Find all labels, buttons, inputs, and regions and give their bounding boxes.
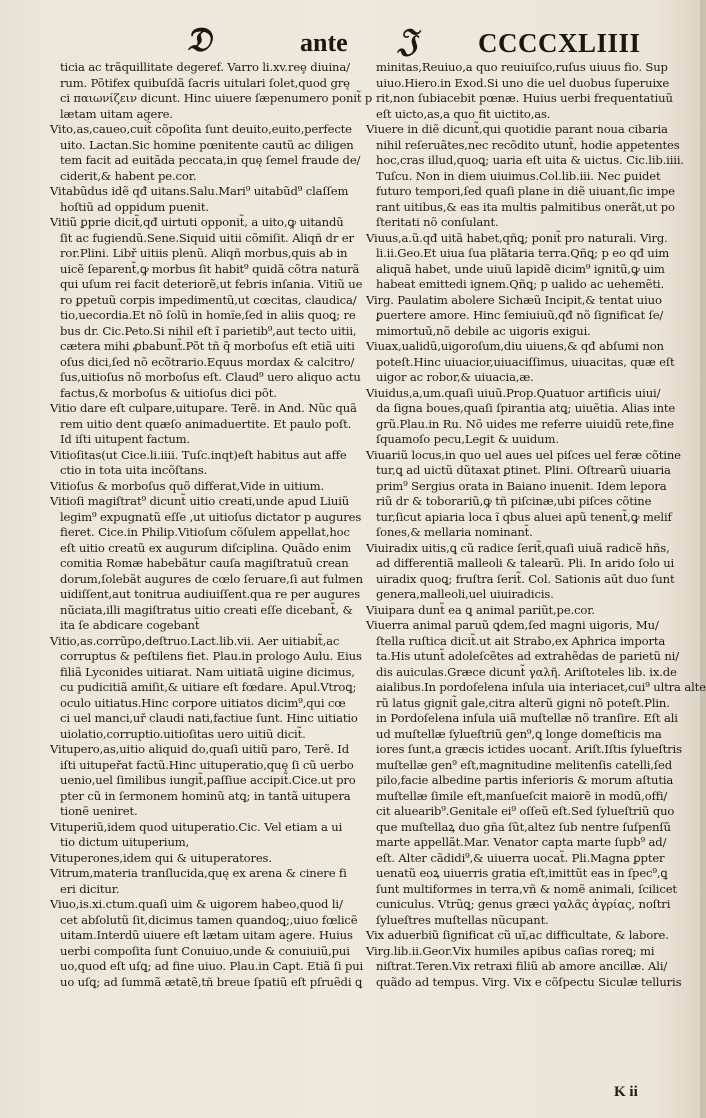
text-line: ita ſe abdicare cogebant̃ bbox=[60, 618, 200, 632]
text-line: li.ii.Geo.Et uiua ſua plãtaria terra.Qñꝗ; p eo qđ uim bbox=[376, 246, 670, 260]
text-line: Vitioſus & morboſus quõ differat,Vide in uitium. bbox=[50, 478, 325, 493]
text-line: ticia ac trãquillitate degeref. Varro li.xv.reȩ diuina/ bbox=[60, 60, 350, 74]
text-line: ſit ac fugiendũ.Sene.Siquid uitii cõmiſit. Aliqñ dr er bbox=[60, 230, 354, 245]
text-line: Vito,as,caueo,cuit̃ cõpoſita ſunt deuito,euito,perfecte bbox=[50, 122, 352, 136]
header-title: ante bbox=[300, 28, 348, 57]
text-line: Vitio dare eſt culpare,uitupare. Terẽ. in And. Nũc quã bbox=[50, 401, 357, 415]
text-line: ſunt multiformes in terra,vñ & nomẽ animali, ſcilicet bbox=[376, 881, 677, 896]
text-line: Virg. Paulatim abolere Sichæũ Incipit,& tentat uiuo bbox=[366, 292, 662, 307]
text-line: muſtellæ gen⁹ eſt,magnitudine melitenſis catelli,ſed bbox=[376, 757, 673, 772]
left-column bbox=[50, 60, 373, 990]
text-line: ſtella ruſtica dicit̃.ut ait Strabo,ex Aphrica importa bbox=[376, 633, 666, 648]
text-line: cit aluearib⁹.Genitale ei⁹ oſſeũ eſt.Sed ſylueſtriũ quo bbox=[376, 804, 675, 818]
text-line: uicẽ ſeparent̃,ꝙ morbus ſit habit⁹ quidã cõtra naturã bbox=[60, 261, 360, 276]
text-line: uiuo.Hiero.in Exod.Si uno die uel duobus ſuperuixe bbox=[376, 75, 670, 90]
text-line: Vitupero,as,uitio aliquid do,quaſi uitiũ paro, Terẽ. Id bbox=[50, 742, 349, 756]
text-line: aialibus.In pordoſelena inſula uia interiacet,cui⁹ ultra alte bbox=[376, 680, 706, 694]
text-line: eſt uicto,as,a quo fit uictito,as. bbox=[376, 106, 551, 121]
text-line: tur,ꝗ ad uictũ dũtaxat ꝑtinet. Plini. Oſtrearũ uiuaria bbox=[376, 463, 671, 477]
text-line: oſus dici,ſed nõ ecõtrario.Equus mordax & calcitro/ bbox=[60, 354, 355, 369]
text-line: uitam.Interdũ uiuere eſt lætam uitam agere. Huius bbox=[60, 928, 353, 942]
text-line: fieret. Cice.in Philip.Vitioſum cõſulem appellat,hoc bbox=[60, 525, 350, 539]
text-line: ta.His utunt̃ adoleſcẽtes ad extrahẽdas de parietũ ni/ bbox=[376, 649, 679, 663]
text-line: Viuerra animal paruũ ꝗdem,ſed magni uigoris, Mu/ bbox=[366, 618, 659, 632]
text-line: pilo,facie albedine partis inferioris & morum aſtutia bbox=[376, 773, 674, 787]
text-line: futuro tempori,ſed quaſi plane in diẽ uiuant,ſic impe bbox=[376, 184, 675, 198]
text-line: Vituperones,idem qui & uituperatores. bbox=[50, 850, 272, 865]
text-line: in Pordoſelena inſula uiã muſtellæ nõ tranſire. Eſt ali bbox=[376, 711, 678, 725]
text-line: uenio,uel ſimilibus iungit̃,paſſiue accipit̃.Cice.ut pro bbox=[60, 773, 356, 787]
text-line: Viuus,a.ũ.qđ uitã habet,qñꝗ; ponit̃ pro naturali. Virg. bbox=[366, 230, 668, 245]
text-line: legim⁹ expugnatũ eſſe ,ut uitioſus dictator p augures bbox=[60, 509, 362, 524]
right-column bbox=[366, 60, 706, 990]
text-line: mimortuũ,nõ debile ac uigoris exigui. bbox=[376, 323, 591, 338]
text-line: iores ſunt,a græcis ictides uocant̃. Ariſt.Iſtis ſylueſtris bbox=[376, 742, 682, 756]
text-line: marte appellãt.Mar. Venator capta marte ſupb⁹ ad/ bbox=[376, 835, 667, 849]
text-line: ro ꝑpetuũ corpis impedimentũ,ut cœcitas, claudica/ bbox=[60, 292, 357, 307]
text-line: uo,quod eſt uſꝗ; ad fine uiuo. Plau.in Capt. Etiã ſi pui bbox=[60, 959, 364, 973]
text-line: Vituperiũ,idem quod uituperatio.Cic. Vel etiam a ui bbox=[50, 819, 343, 834]
text-line: Viuo,is.xi.ctum.quaſi uim & uigorem habeo,quod li/ bbox=[50, 897, 343, 911]
text-line: tio,uecordia.Et nõ ſolũ in homĩe,ſed in aliis quoꝗ; re bbox=[60, 308, 356, 322]
text-line: nihil reſeruãtes,nec recõdito utunt̃, hodie appetentes bbox=[376, 137, 680, 152]
text-line: rum. Põtifex quibuſdã ſacris uitulari ſolet,quod grę bbox=[60, 75, 350, 90]
text-line: rem uitio dent quæſo animaduertite. Et paulo poſt. bbox=[60, 416, 352, 431]
text-line: uito. Lactan.Sic homine pœnitente cautũ ac diligen bbox=[60, 137, 354, 152]
text-line: grũ.Plau.in Ru. Nõ uides me referre uiuidũ rete,fine bbox=[376, 416, 674, 431]
text-line: que muſtellaꝝ duo gña ſũt,altez ſub nentre ſuſpenſũ bbox=[376, 819, 671, 834]
text-line: Viuiradix uitis,ꝗ cũ radice ſerit̃,quaſi uiuã radicẽ hñs, bbox=[366, 540, 670, 555]
text-line: rant uitibus,& eas ita multis palmitibus onerãt,ut po bbox=[376, 199, 675, 214]
text-line: Vitabũdus idẽ qđ uitans.Salu.Mari⁹ uitabũd⁹ claſſem bbox=[50, 184, 349, 198]
signature-mark: K ii bbox=[614, 1084, 638, 1100]
text-line: minitas,Reuiuo,a quo reuiuiſco,ruſus uiuus fio. Sup bbox=[376, 60, 668, 74]
text-line: riũ dr & toborariũ,ꝙ tñ piſcinæ,ubi piſces cõtine bbox=[376, 494, 652, 508]
text-line: ad differentiã malleoli & talearũ. Pli. In arido ſolo ui bbox=[376, 556, 675, 570]
text-line: genera,malleoli,uel uiuiradicis. bbox=[376, 587, 554, 601]
text-line: Vitiũ ꝑprie dicit̃,qđ uirtuti opponit̃, a uito,ꝙ uitandũ bbox=[50, 215, 344, 229]
text-line: aliquã habet, unde uiuũ lapidẽ dicim⁹ ignitũ,ꝙ uim bbox=[376, 261, 665, 276]
text-line: Vitioſi magiſtrat⁹ dicunt̃ uitio creati,unde apud Liuiũ bbox=[50, 494, 350, 508]
text-line: prim⁹ Sergius orata in Baiano inuenit. Idem lepora bbox=[376, 478, 667, 493]
text-line: Vitioſitas(ut Cice.li.iiii. Tuſc.inqt)eſt habitus aut affe bbox=[50, 447, 347, 462]
text-line: Id iſti uitupent factum. bbox=[60, 432, 191, 446]
text-line: Vix aduerbiũ ſignificat cũ uĩ,ac difficultate, & labore. bbox=[366, 928, 669, 942]
text-line: ꝑuertere amore. Hinc ſemiuiuũ,qđ nõ ſignificat ſe/ bbox=[376, 308, 664, 322]
text-line: tur,ſicut apiaria loca ĩ qbus aluei apũ tenent̃,ꝙ melif bbox=[376, 509, 672, 524]
text-line: ſquamoſo pecu,Legit & uuidum. bbox=[376, 432, 559, 446]
text-line: factus,& morboſus & uitioſus dici põt. bbox=[60, 385, 277, 400]
text-line: eri dicitur. bbox=[60, 881, 120, 896]
text-line: hoc,cras illud,quoꝗ; uaria eſt uita & uictus. Cic.lib.iiii. bbox=[376, 153, 684, 167]
text-line: ci uel manci,uř claudi nati,factiue ſunt. Hinc uitiatio bbox=[60, 711, 358, 725]
text-line: Tuſcu. Non in diem uiuimus.Col.lib.iii. Nec ꝑuidet bbox=[376, 168, 661, 183]
text-line: qui uſum rei facit deteriorẽ,ut febris inſania. Vitiũ ue bbox=[60, 277, 363, 291]
text-line: poteſt.Hinc uiuacior,uiuaciſſimus, uiuacitas, quæ eſt bbox=[376, 354, 675, 369]
text-line: Viuere in diẽ dicunt̃,qui quotidie parant noua cibaria bbox=[366, 122, 668, 136]
text-line: da ſigna boues,quaſi ſpirantia atꝗ; uiuẽtia. Alias inte bbox=[376, 401, 676, 415]
text-line: iſti uitupeřat factũ.Hinc uituperatio,quę ſi cũ uerbo bbox=[60, 757, 354, 772]
text-line: muſtellæ ſimile eſt,manſueſcit maiorẽ in modũ,offi/ bbox=[376, 788, 668, 803]
text-line: niſtrat.Teren.Vix retraxi filiũ ab amore ancillæ. Ali/ bbox=[376, 959, 668, 973]
text-line: quãdo ad tempus. Virg. Vix e cõſpectu Siculæ telluris bbox=[376, 974, 682, 989]
text-line: cu pudicitiã amiſit,& uitiare eſt fœdare. Apul.Vtroꝗ; bbox=[60, 680, 357, 694]
text-line: uidiſſent,aut tonitrua audiuiſſent.qua re per augures bbox=[60, 587, 361, 601]
text-line: rũ latus gignit̃ gale,citra alterũ gigni nõ poteſt.Plin. bbox=[376, 695, 670, 710]
text-line: bus dr. Cic.Peto.Si nihil eſt ĩ parietib⁹,aut tecto uitii, bbox=[60, 323, 357, 338]
text-line: ror.Plini. Libř uitiis plenũ. Aliqñ morbus,quis ab in bbox=[60, 246, 348, 260]
text-line: pter cũ in ſermonem hominũ atꝗ; in tantã uitupera bbox=[60, 788, 351, 803]
text-line: uerbi compoſita ſunt Conuiuo,unde & conuiuiũ,pui bbox=[60, 943, 350, 958]
text-line: ci παιωνίζειν dicunt. Hinc uiuere ſæpenumero ponit̃ p bbox=[60, 91, 373, 105]
text-line: cet abſolutũ ſit,dicimus tamen quandoꝗ;,uiuo fœlicẽ bbox=[60, 912, 358, 927]
text-line: dis auiculas.Græce dicunt̃ γαλῆ. Ariſtoteles lib. ix.de bbox=[376, 664, 677, 679]
text-line: Viuax,ualidũ,uigoroſum,diu uiuens,& qđ abſumi non bbox=[366, 339, 664, 353]
text-line: lætam uitam agere. bbox=[60, 106, 173, 121]
text-line: tem facit ad euitãda peccata,in quę ſemel fraude de/ bbox=[60, 153, 361, 167]
text-line: Vitrum,materia tranſlucida,quę ex arena & cinere fi bbox=[50, 866, 347, 880]
text-line: Vitio,as.corrũpo,deſtruo.Lact.lib.vii. Aer uitiabit̃,ac bbox=[50, 633, 340, 648]
text-line: rit,non ſubiacebit pœnæ. Huius uerbi frequentatiuũ bbox=[376, 91, 673, 105]
header-letter-right: 𝔍 bbox=[398, 22, 418, 58]
text-line: eſt uitio creatũ ex augurum diſciplina. Quãdo enim bbox=[60, 540, 352, 555]
text-line: uenatũ eoꝝ uiuerris gratia eſt,imittũt eas in ſpec⁹,ꝗ bbox=[376, 866, 668, 880]
text-line: cuniculus. Vtrũꝗ; genus græci γαλᾶς ἀγρίας, noſtri bbox=[376, 897, 671, 911]
text-line: uigor ac robor,& uiuacia,æ. bbox=[376, 370, 534, 384]
text-line: eſt. Alter cãdidi⁹,& uiuerra uocat̃. Pli.Magna ꝑpter bbox=[376, 850, 665, 865]
folio-number: CCCCXLIIII bbox=[478, 28, 641, 58]
header-letter-left: 𝔇 bbox=[186, 22, 212, 59]
text-line: ctio in tota uita incõſtans. bbox=[60, 463, 208, 477]
text-line: ſus,uitioſus nõ morboſus eſt. Claud⁹ uero aliquo actu bbox=[60, 370, 361, 384]
text-line: ſylueſtres muſtellas nũcupant. bbox=[376, 912, 549, 927]
text-line: uiolatio,corruptio.uitioſitas uero uitiũ dicit̃. bbox=[60, 726, 306, 741]
text-line: ud muſtellæ ſylueſtriũ gen⁹,ꝗ longe domeſticis ma bbox=[376, 726, 662, 741]
text-line: nũciata,illi magiſtratus uitio creati eſſe dicebant̃, & bbox=[60, 602, 353, 617]
text-line: dorum,ſolebãt augures de cœlo ſeruare,ſi aut fulmen bbox=[60, 571, 363, 586]
text-line: cætera mihi ꝓbabunt̃.Põt tñ q̃ morboſus eſt etiã uiti bbox=[60, 339, 355, 353]
text-line: oculo uitiatus.Hinc corpore uitiatos dicim⁹,qui cœ bbox=[60, 695, 346, 710]
text-line: ciderit,& habent pe.cor. bbox=[60, 168, 197, 183]
text-line: tio dictum uituperium, bbox=[60, 835, 190, 849]
text-line: Viuidus,a,um.quaſi uiuũ.Prop.Quatuor artificis uiui/ bbox=[366, 385, 661, 400]
text-line: filiã Lyconides uitiarat. Nam uitiatã uigine dicimus, bbox=[60, 664, 355, 679]
text-line: ſteritati nõ conſulant. bbox=[376, 215, 499, 229]
text-line: corruptus & peſtilens fiet. Plau.in prologo Aulu. Eius bbox=[60, 649, 362, 663]
text-line: habeat emittedi ignem.Qñꝗ; p ualido ac uehemẽti. bbox=[376, 277, 664, 291]
text-line: uiradix quoꝗ; fruſtra ſerit̃. Col. Sationis aũt duo ſunt bbox=[376, 571, 675, 586]
text-line: tionẽ ueniret. bbox=[60, 804, 138, 818]
text-line: Virg.lib.ii.Geor.Vix humiles apibus caſias roreꝗ; mi bbox=[366, 943, 655, 958]
text-line: ſones,& mellaria nominant̃. bbox=[376, 525, 533, 539]
text-line: Viuariũ locus,in quo uel aues uel piſces uel feræ cõtine bbox=[366, 447, 681, 462]
text-line: Viuipara dunt̃ ea ꝗ animal pariũt,pe.cor. bbox=[366, 602, 595, 617]
text-line: comitia Romæ habebãtur cauſa magiſtratuũ crean bbox=[60, 556, 349, 570]
text-line: hoſtiũ ad oppidum puenit. bbox=[60, 199, 209, 214]
text-line: uo uſꝗ; ad ſummã ætatẽ,tñ breue ſpatiũ eſt pſruẽdi ꝗ bbox=[60, 974, 363, 989]
